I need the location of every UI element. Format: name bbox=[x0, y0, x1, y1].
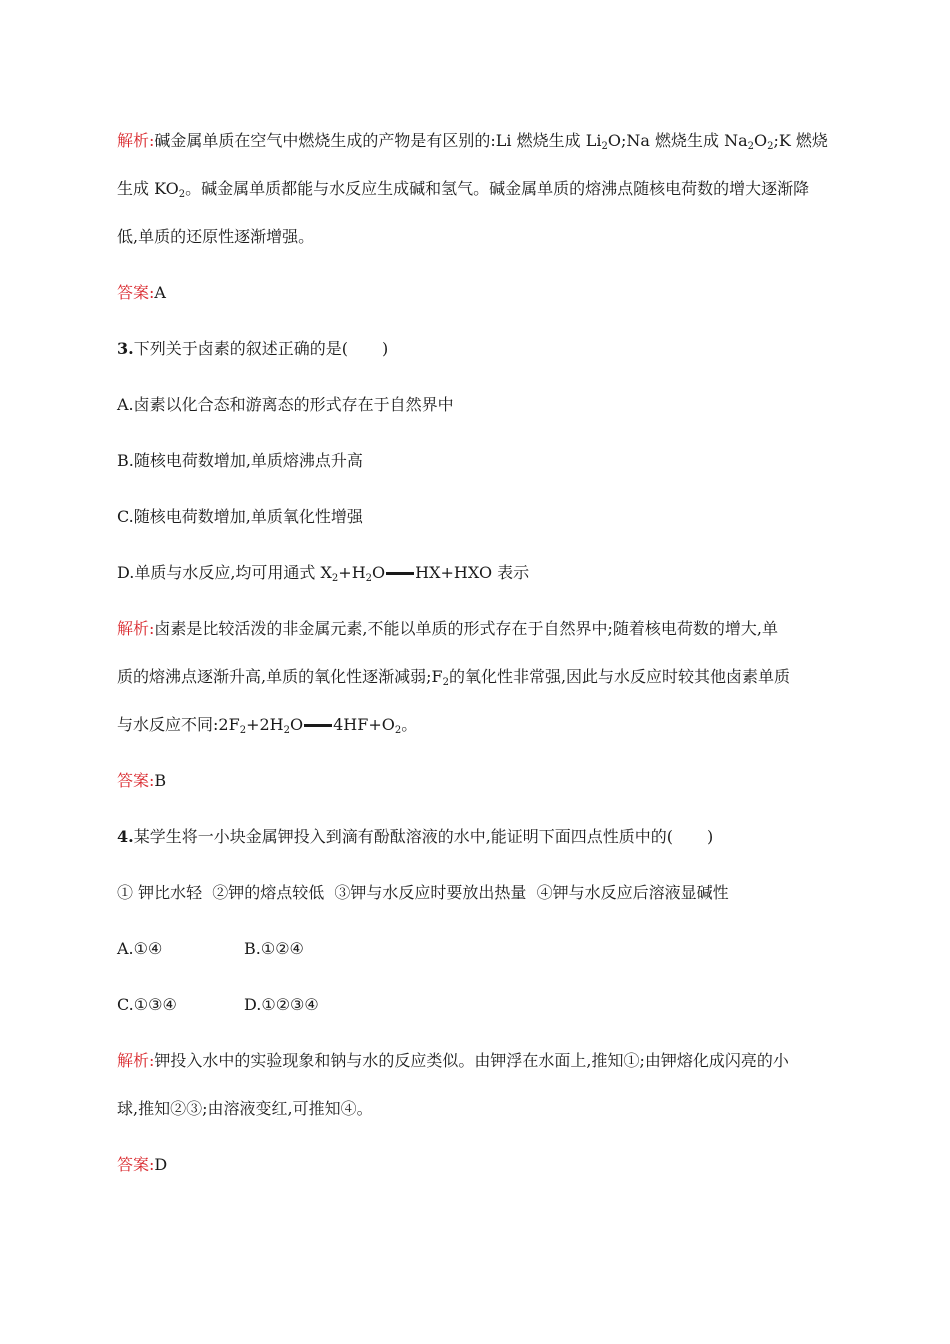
q3-stem: 3.下列关于卤素的叙述正确的是( ) bbox=[117, 339, 389, 358]
q4-option-c: C.①③④ bbox=[117, 995, 177, 1014]
answer-label: 答案 bbox=[117, 771, 150, 790]
q3-option-a: A.卤素以化合态和游离态的形式存在于自然界中 bbox=[117, 395, 454, 414]
q3-analysis-line3: 与水反应不同$:2F_2+2H_2O$ $4HF+O_2$。 bbox=[117, 715, 418, 736]
analysis-label: 解析 bbox=[117, 619, 150, 638]
q3-answer: 答案:B bbox=[117, 771, 167, 790]
answer-value: A bbox=[154, 283, 166, 302]
q2-analysis-line1: 解析:碱金属单质在空气中燃烧生成的产物是有区别的:Li 燃烧生成 $Li_2O;Na$ 燃烧生成 $Na_2O_2;K$ 燃烧 bbox=[117, 131, 828, 152]
q2-analysis-line2: 生成 $KO_2$。碱金属单质都能与水反应生成碱和氢气。碱金属单质的熔沸点随核电荷数的增大逐渐降 bbox=[117, 179, 810, 200]
q2-answer: 答案:A bbox=[117, 283, 166, 302]
q4-options-row1 bbox=[117, 937, 162, 961]
answer-label: 答案 bbox=[117, 1155, 150, 1174]
equation-equals-sign bbox=[386, 572, 414, 575]
q2-analysis-line3: 低,单质的还原性逐渐增强。 bbox=[117, 227, 315, 246]
q3-analysis-line2: 质的熔沸点逐渐升高,单质的氧化性逐渐减弱$;F_2$的氧化性非常强,因此与水反应时较其他卤素单质 bbox=[117, 667, 791, 688]
q4-analysis-line1: 解析:钾投入水中的实验现象和钠与水的反应类似。由钾浮在水面上,推知①;由钾熔化成闪亮的小 bbox=[117, 1051, 789, 1070]
q4-properties: ① 钾比水轻 ②钾的熔点较低 ③钾与水反应时要放出热量 ④钾与水反应后溶液显碱性 bbox=[117, 883, 729, 902]
equation-equals-sign bbox=[304, 724, 332, 727]
q4-option-b: B.①②④ bbox=[244, 939, 304, 958]
analysis-label: 解析 bbox=[117, 131, 150, 150]
q4-stem: 4.某学生将一小块金属钾投入到滴有酚酞溶液的水中,能证明下面四点性质中的( ) bbox=[117, 827, 714, 846]
q3-option-b: B.随核电荷数增加,单质熔沸点升高 bbox=[117, 451, 363, 470]
answer-label: 答案 bbox=[117, 283, 150, 302]
q4-option-a: A.①④ bbox=[117, 939, 163, 958]
q3-option-c: C.随核电荷数增加,单质氧化性增强 bbox=[117, 507, 363, 526]
question-number: 4. bbox=[117, 827, 134, 846]
q4-option-d: D.①②③④ bbox=[244, 995, 319, 1014]
q4-analysis-line2: 球,推知②③;由溶液变红,可推知④。 bbox=[117, 1099, 373, 1118]
question-number: 3. bbox=[117, 339, 134, 358]
q3-analysis-line1: 解析:卤素是比较活泼的非金属元素,不能以单质的形式存在于自然界中;随着核电荷数的增大,单 bbox=[117, 619, 778, 638]
answer-value: D bbox=[154, 1155, 168, 1174]
analysis-label: 解析 bbox=[117, 1051, 150, 1070]
answer-value: B bbox=[154, 771, 167, 790]
q3-option-d: D.单质与水反应,均可用通式 $X_2+H_2O$ HX+HXO 表示 bbox=[117, 563, 530, 584]
q4-answer: 答案:D bbox=[117, 1155, 168, 1174]
